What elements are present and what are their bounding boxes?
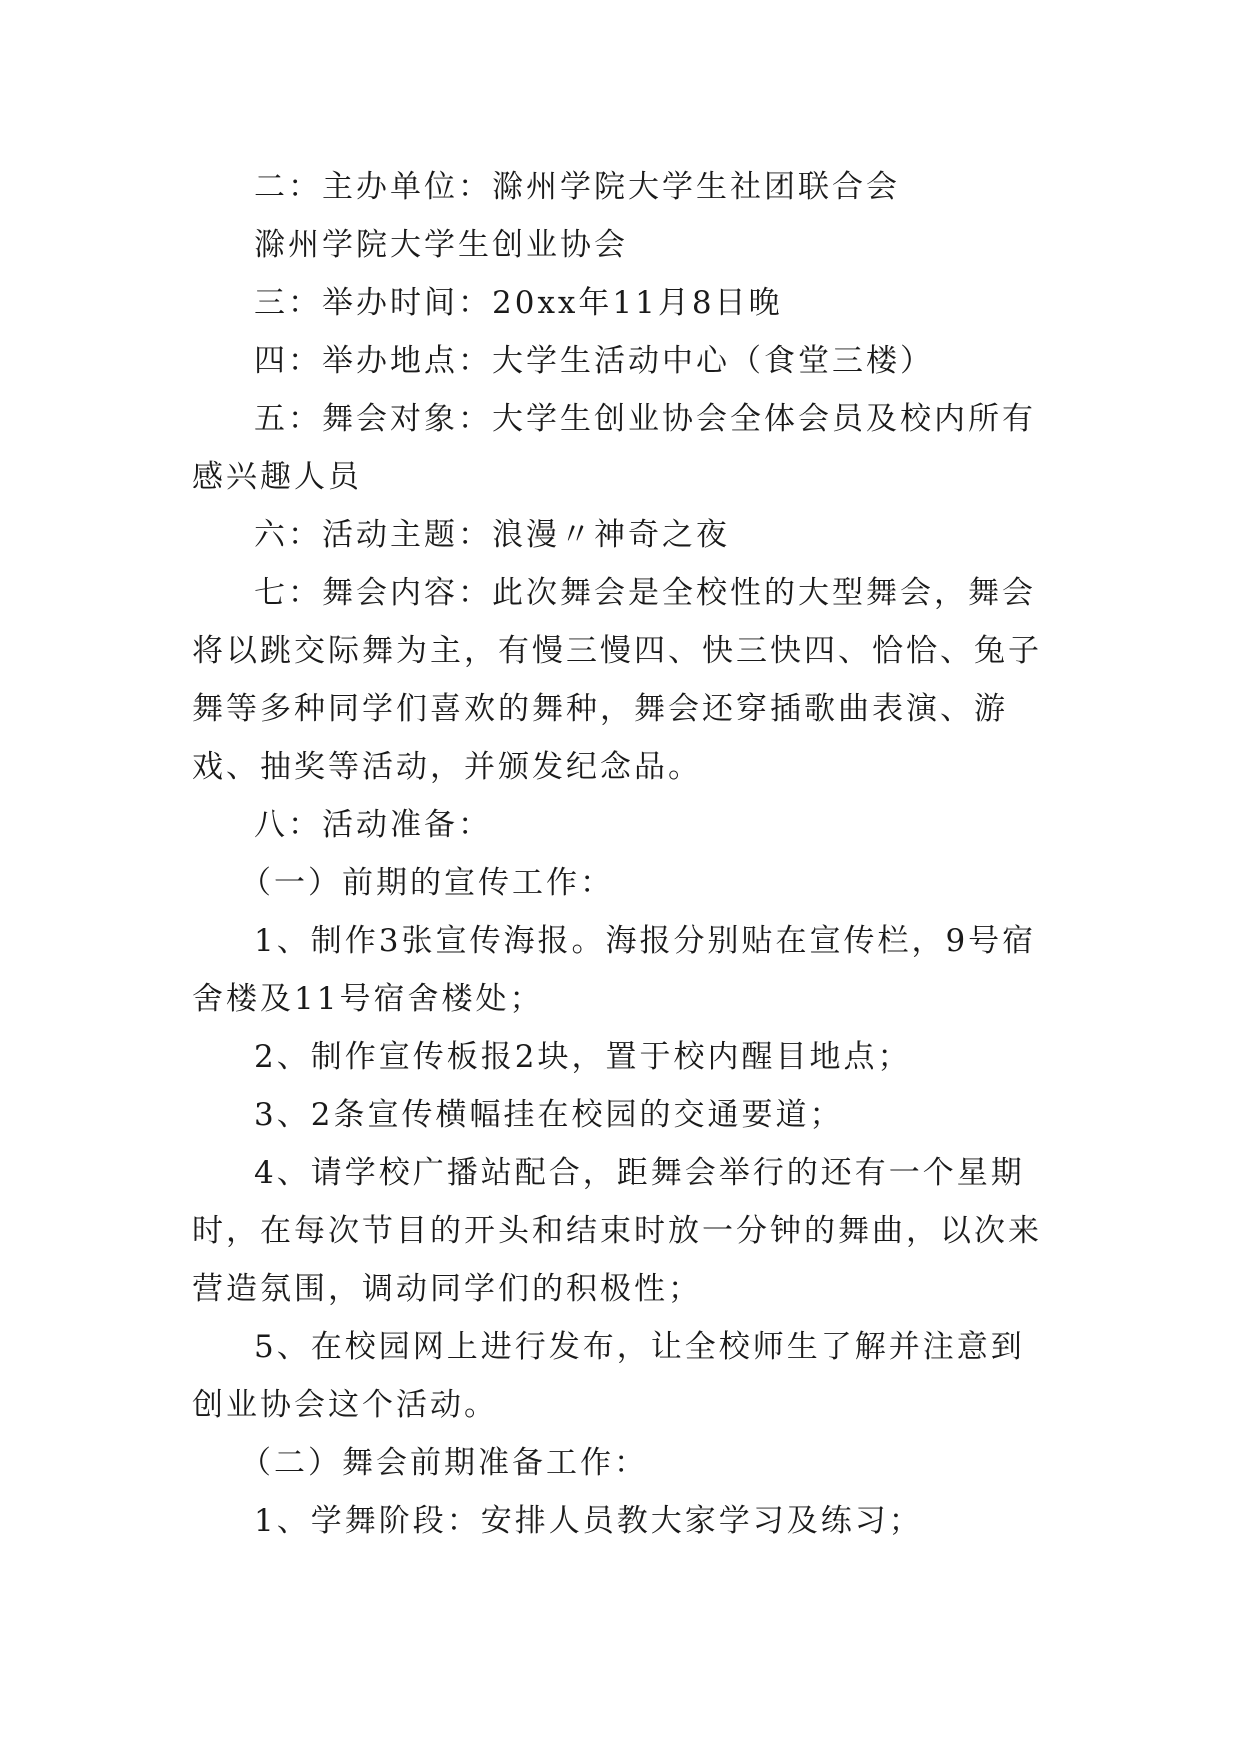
- paragraph-location: 四：举办地点：大学生活动中心（食堂三楼）: [254, 343, 934, 379]
- paragraph-time: 三：举办时间：20xx年11月8日晚: [254, 285, 783, 321]
- list-item: 1、学舞阶段：安排人员教大家学习及练习；: [254, 1503, 923, 1539]
- list-item: 1、制作3张宣传海报。海报分别贴在宣传栏，9号宿舍楼及11号宿舍楼处；: [192, 923, 1037, 1017]
- document-body: [192, 158, 1052, 1550]
- list-item: 2、制作宣传板报2块，置于校内醒目地点；: [254, 1039, 912, 1075]
- paragraph-organizer: 二：主办单位：滁州学院大学生社团联合会: [254, 169, 900, 205]
- paragraph-theme: 六：活动主题：浪漫〃神奇之夜: [254, 517, 730, 553]
- paragraph-preparation-heading: 八：活动准备：: [254, 807, 492, 843]
- list-item: 3、2条宣传横幅挂在校园的交通要道；: [254, 1097, 844, 1133]
- paragraph-content: 七：舞会内容：此次舞会是全校性的大型舞会，舞会将以跳交际舞为主，有慢三慢四、快三快四、恰恰、兔子舞等多种同学们喜欢的舞种，舞会还穿插歌曲表演、游戏、抽奖等活动，并颁发纪念品。: [192, 575, 1042, 785]
- paragraph-audience: 五：舞会对象：大学生创业协会全体会员及校内所有感兴趣人员: [192, 401, 1036, 495]
- paragraph-publicity-heading: （一）前期的宣传工作：: [240, 865, 614, 901]
- paragraph-pre-dance-heading: （二）舞会前期准备工作：: [240, 1445, 648, 1481]
- list-item: 5、在校园网上进行发布，让全校师生了解并注意到创业协会这个活动。: [192, 1329, 1025, 1423]
- list-item: 4、请学校广播站配合，距舞会举行的还有一个星期时，在每次节目的开头和结束时放一分钟的舞曲，以次来营造氛围，调动同学们的积极性；: [192, 1155, 1042, 1307]
- paragraph-co-organizer: 滁州学院大学生创业协会: [254, 227, 628, 263]
